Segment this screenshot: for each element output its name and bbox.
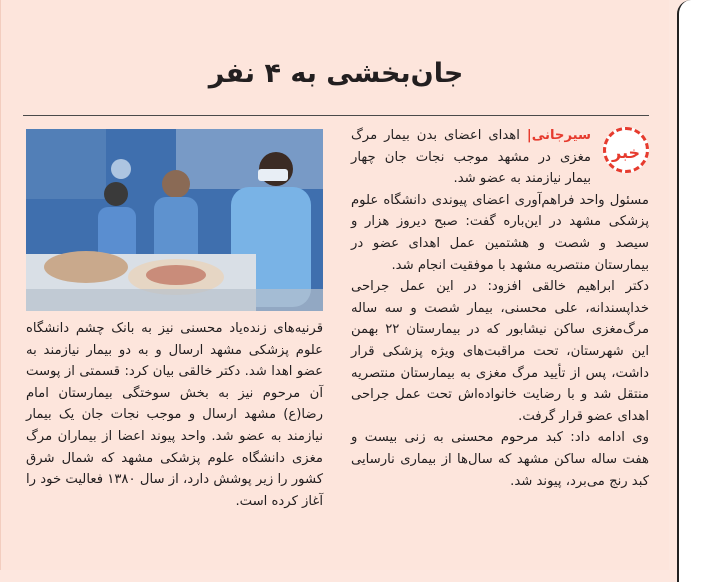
surgery-photo-illustration xyxy=(26,129,323,311)
article-column-right xyxy=(351,125,649,492)
surgery-photo xyxy=(26,129,323,311)
news-badge: خبر xyxy=(603,127,649,173)
body-paragraph-1: مسئول واحد فراهم‌آوری اعضای پیوندی دانشگاه علوم پزشکی مشهد در این‌باره گفت: صبح دیروز هزار و سیصد و شصت و هشتمین عمل اهدای عضو در بیمارستان منتصریه مشهد با موفقیت انجام شد. xyxy=(351,192,649,273)
body-paragraph-3: وی ادامه داد: کبد مرحوم محسنی به زنی بیست و هفت ساله ساکن مشهد که سال‌ها از بیماری نارسایی کبد رنج می‌برد، پیوند شد. xyxy=(351,430,649,489)
body-paragraph-2: دکتر ابراهیم خالقی افزود: در این عمل جراحی خداپسندانه، علی محسنی، بیمار شصت و سه ساله مرگ‌مغزی ساکن نیشابور که در بیمارستان ۲۲ بهمن این شهرستان، تحت مراقبت‌های ویژه پزشکی قرار داشت، پس از تأیید مرگ مغزی به بیمارستان منتصریه منتقل شد و با رضایت خانواده‌اش تحت عمل جراحی اهدای عضو قرار گرفت. xyxy=(351,279,650,424)
body-paragraph-4: قرنیه‌های زنده‌یاد محسنی نیز به بانک چشم دانشگاه علوم پزشکی مشهد ارسال و به دو بیمار نیازمند به عضو اهدا شد. دکتر خالقی بیان کرد: قسمتی از پوست آن مرحوم نیز به بخش سوختگی بیمارستان امام رضا(ع) مشهد ارسال و موجب نجات جان یک بیمار نیازمند به عضو شد. واحد پیوند اعضا از بیماران مرگ مغزی دانشگاه علوم پزشکی مشهد که شمال شرق کشور را زیر پوشش دارد، از سال ۱۳۸۰ فعالیت خود را آغاز کرده است. xyxy=(26,321,324,509)
lead-paragraph xyxy=(351,125,649,190)
dateline: سیرجانی| xyxy=(526,128,591,143)
article-headline: جان‌بخشی به ۴ نفر xyxy=(208,58,464,89)
headline-divider xyxy=(23,115,649,116)
page-edge-frame xyxy=(677,0,708,582)
article-column-left xyxy=(26,318,323,512)
lead-text: اهدای اعضای بدن بیمار مرگ مغزی در مشهد موجب نجات جان چهار بیمار نیازمند به عضو شد. xyxy=(351,128,591,187)
